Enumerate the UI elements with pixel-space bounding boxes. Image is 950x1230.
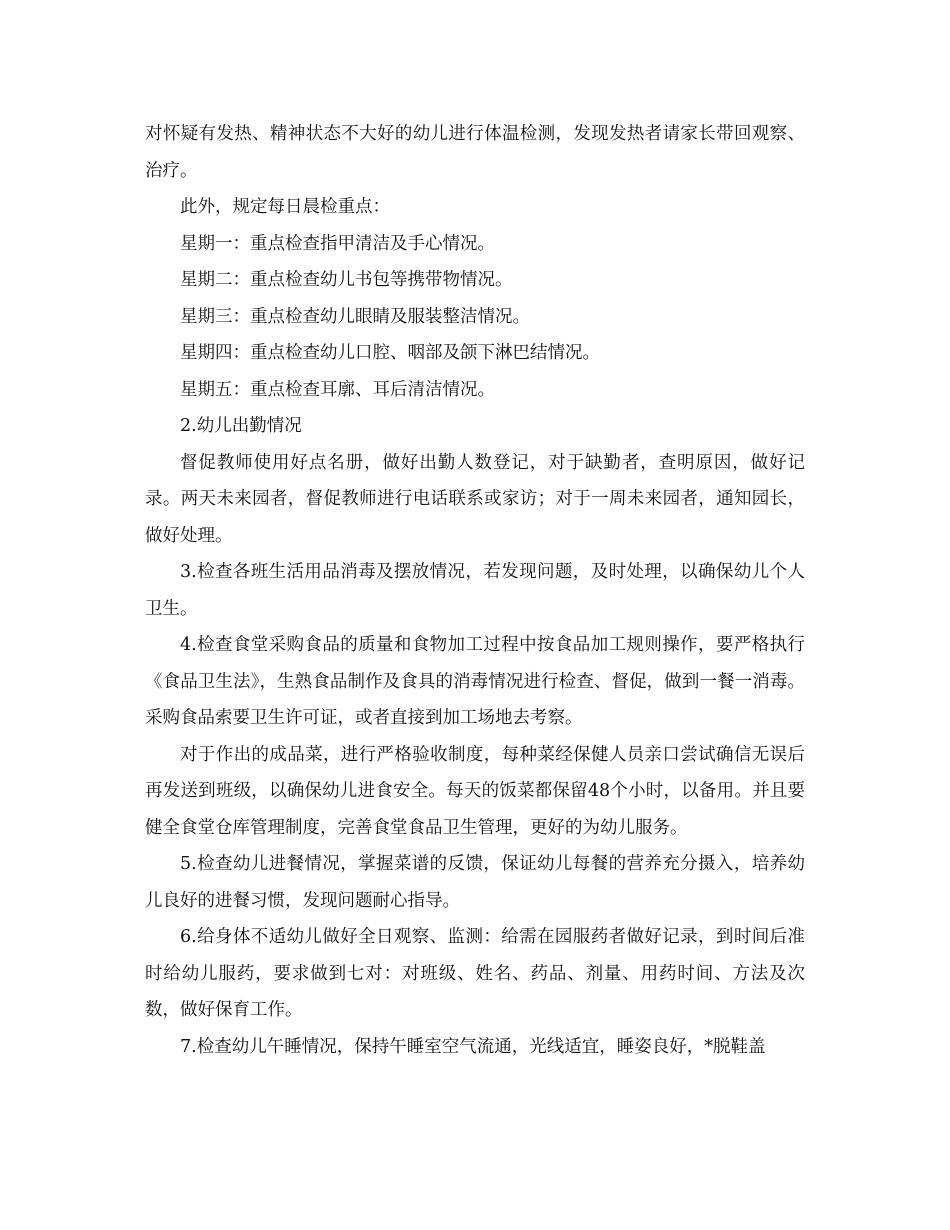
paragraph-friday: 星期五：重点检查耳廓、耳后清洁情况。 [180, 379, 495, 400]
paragraph-monday: 星期一：重点检查指甲清洁及手心情况。 [180, 233, 495, 254]
paragraph-item-5: 5.检查幼儿进餐情况，掌握菜谱的反馈，保证幼儿每餐的营养充分摄入，培养幼儿良好的进餐习惯，发现问题耐心指导。 [145, 854, 805, 911]
paragraph-attendance: 督促教师使用好点名册，做好出勤人数登记，对于缺勤者，查明原因，做好记录。两天未来园者，督促教师进行电话联系或家访；对于一周未来园者，通知园长，做好处理。 [145, 452, 805, 546]
paragraph-temperature-check: 对怀疑有发热、精神状态不大好的幼儿进行体温检测，发现发热者请家长带回观察、治疗。 [145, 124, 805, 181]
section-heading-attendance: 2.幼儿出勤情况 [180, 416, 302, 436]
paragraph-morning-check-intro: 此外，规定每日晨检重点： [180, 197, 390, 217]
paragraph-item-3: 3.检查各班生活用品消毒及摆放情况，若发现问题，及时处理，以确保幼儿个人卫生。 [145, 562, 805, 619]
paragraph-finished-dishes: 对于作出的成品菜，进行严格验收制度，每种菜经保健人员亲口尝试确信无误后再发送到班级，以确保幼儿进食安全。每天的饭菜都保留48个小时，以备用。并且要健全食堂仓库管理制度，完善食堂食品卫生管理，更好的为幼儿服务。 [145, 744, 805, 838]
paragraph-tuesday: 星期二：重点检查幼儿书包等携带物情况。 [180, 270, 513, 290]
paragraph-item-7: 7.检查幼儿午睡情况，保持午睡室空气流通，光线适宜，睡姿良好，*脱鞋盖 [180, 1036, 766, 1057]
paragraph-item-4: 4.检查食堂采购食品的质量和食物加工过程中按食品加工规则操作，要严格执行《食品卫生法》，生熟食品制作及食具的消毒情况进行检查、督促，做到一餐一消毒。采购食品索要卫生许可证，或者直接到加工场地去考察。 [145, 635, 805, 728]
document-body [145, 116, 805, 1065]
paragraph-item-6: 6.给身体不适幼儿做好全日观察、监测：给需在园服药者做好记录，到时间后准时给幼儿服药，要求做到七对：对班级、姓名、药品、剂量、用药时间、方法及次数，做好保育工作。 [145, 927, 805, 1020]
paragraph-wednesday: 星期三：重点检查幼儿眼睛及服装整洁情况。 [180, 306, 530, 327]
paragraph-thursday: 星期四：重点检查幼儿口腔、咽部及颌下淋巴结情况。 [180, 343, 600, 363]
